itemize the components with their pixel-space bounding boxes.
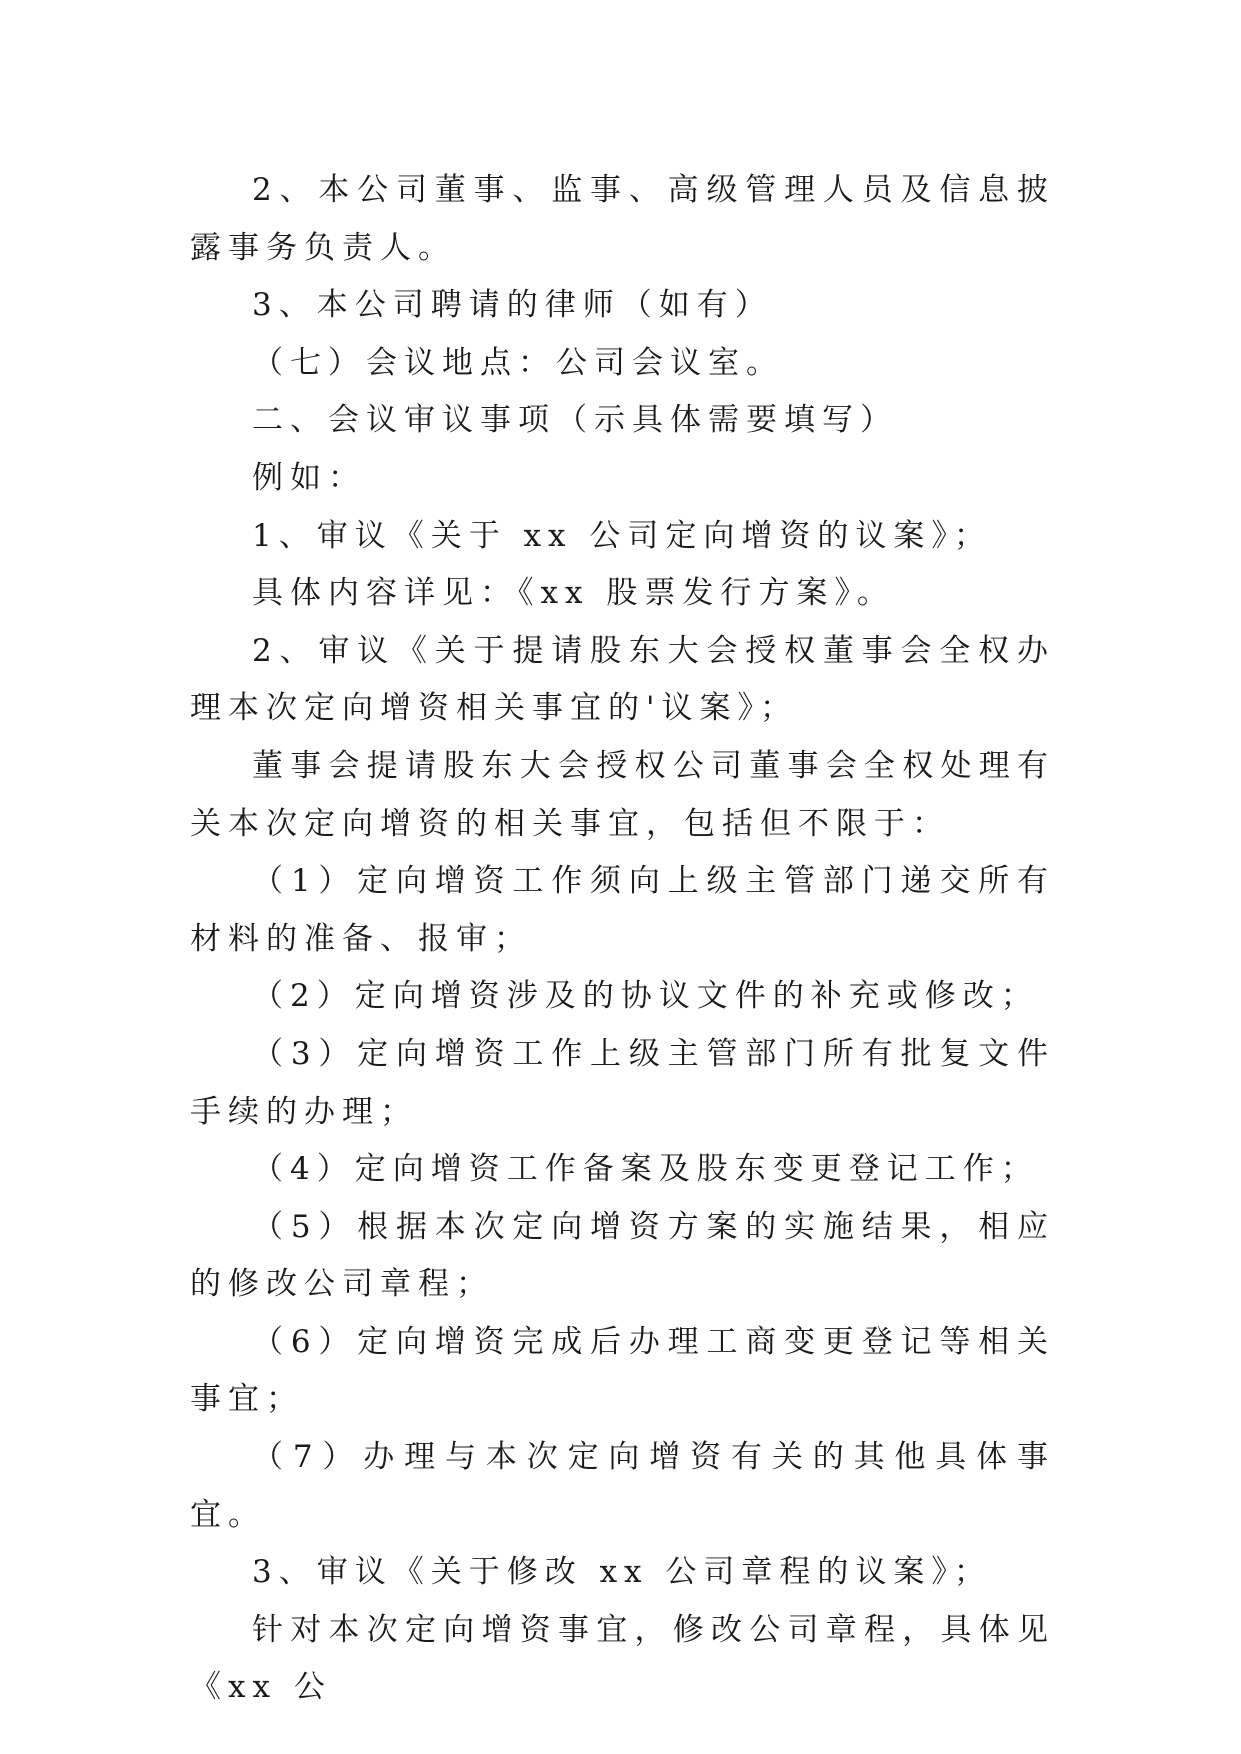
- list-item-5: （5）根据本次定向增资方案的实施结果，相应的修改公司章程；: [190, 1208, 1055, 1303]
- paragraph-example-label: 例如：: [252, 459, 366, 496]
- agenda-item-1-detail: 具体内容详见：《xx 股票发行方案》。: [252, 575, 895, 612]
- list-item-6: （6）定向增资完成后办理工商变更登记等相关事宜；: [190, 1323, 1055, 1418]
- section-heading-agenda: 二、会议审议事项（示具体需要填写）: [252, 402, 898, 439]
- paragraph-attendees-officers: 2、本公司董事、监事、高级管理人员及信息披露事务负责人。: [190, 172, 1055, 266]
- paragraph-meeting-location: （七）会议地点：公司会议室。: [252, 344, 784, 381]
- agenda-item-2: 2、审议《关于提请股东大会授权董事会全权办理本次定向增资相关事宜的'议案》；: [190, 632, 1055, 727]
- agenda-item-1: 1、审议《关于 xx 公司定向增资的议案》；: [252, 517, 992, 554]
- document-body: [190, 162, 1055, 1717]
- list-item-7: （7）办理与本次定向增资有关的其他具体事宜。: [190, 1439, 1055, 1533]
- paragraph-attendees-lawyer: 3、本公司聘请的律师（如有）: [252, 287, 773, 324]
- agenda-item-2-detail: 董事会提请股东大会授权公司董事会全权处理有关本次定向增资的相关事宜，包括但不限于：: [190, 747, 1055, 842]
- list-item-3: （3）定向增资工作上级主管部门所有批复文件手续的办理；: [190, 1035, 1055, 1130]
- list-item-2: （2）定向增资涉及的协议文件的补充或修改；: [252, 978, 1039, 1015]
- list-item-4: （4）定向增资工作备案及股东变更登记工作；: [252, 1151, 1039, 1188]
- agenda-item-3: 3、审议《关于修改 xx 公司章程的议案》；: [252, 1554, 992, 1591]
- agenda-item-3-detail: 针对本次定向增资事宜，修改公司章程，具体见《xx 公: [190, 1611, 1055, 1706]
- list-item-1: （1）定向增资工作须向上级主管部门递交所有材料的准备、报审；: [190, 863, 1055, 957]
